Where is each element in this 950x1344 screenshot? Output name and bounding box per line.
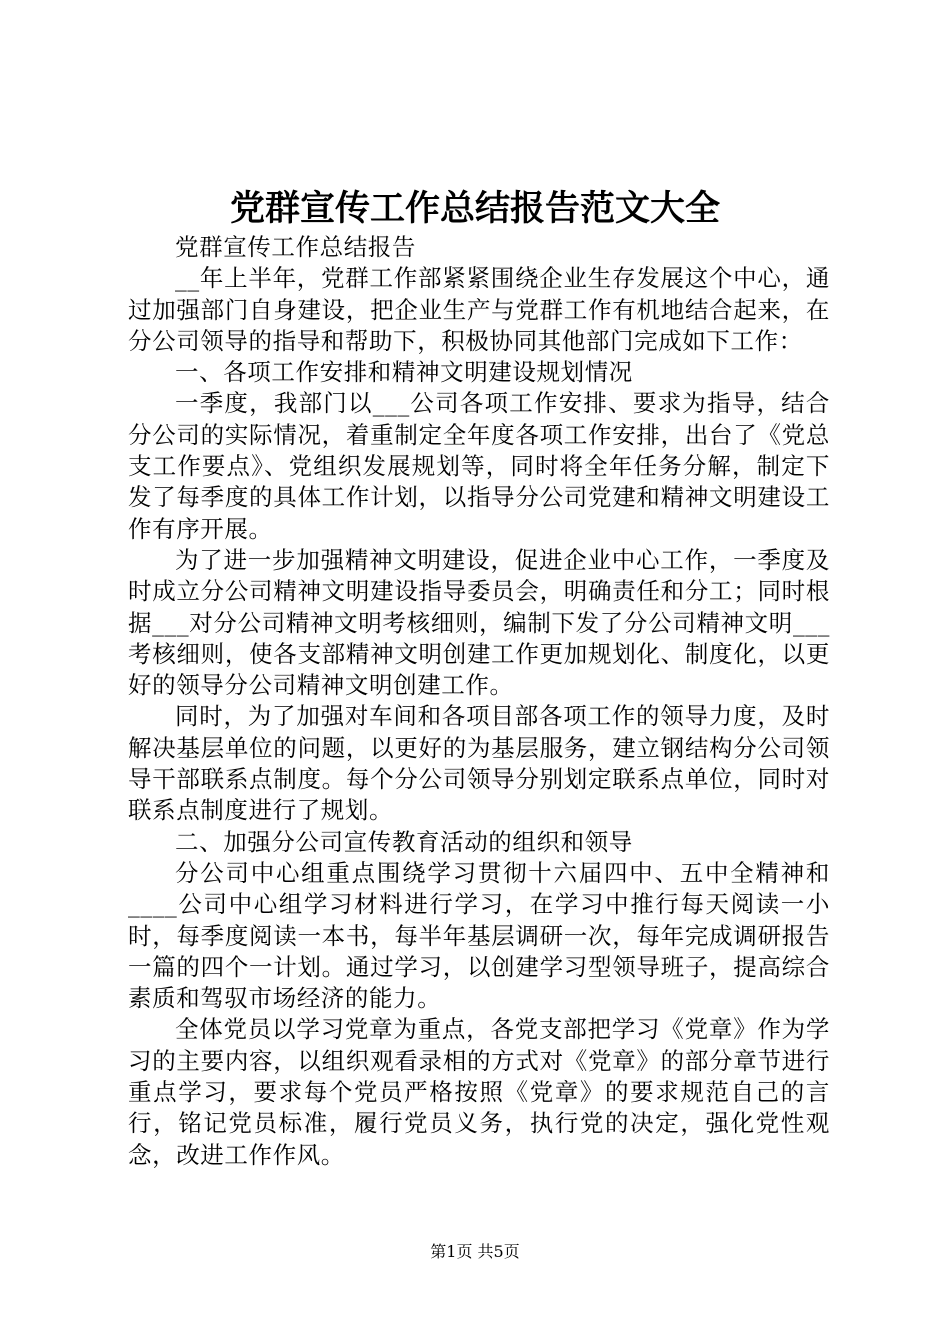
section-heading: 一、各项工作安排和精神文明建设规划情况 xyxy=(175,358,633,387)
paragraph: 一季度，我部门以___公司各项工作安排、要求为指导，结合分公司的实际情况，着重制定全年度各项工作安排，出台了《党总支工作要点》、党组织发展规划等，同时将全年任务分解，制定下发了每季度的具体工作计划，以指导分公司党建和精神文明建设工作有序开展。 xyxy=(128,389,830,543)
paragraph: 分公司中心组重点围绕学习贯彻十六届四中、五中全精神和____公司中心组学习材料进行学习，在学习中推行每天阅读一小时，每季度阅读一本书，每半年基层调研一次，每年完成调研报告一篇的四个一计划。通过学习，以创建学习型领导班子，提高综合素质和驾驭市场经济的能力。 xyxy=(128,858,830,1013)
section-heading: 二、加强分公司宣传教育活动的组织和领导 xyxy=(175,827,633,856)
paragraph: __年上半年，党群工作部紧紧围绕企业生存发展这个中心，通过加强部门自身建设，把企业生产与党群工作有机地结合起来，在分公司领导的指导和帮助下，积极协同其他部门完成如下工作： xyxy=(128,264,830,355)
paragraph: 为了进一步加强精神文明建设，促进企业中心工作，一季度及时成立分公司精神文明建设指导委员会，明确责任和分工；同时根据___对分公司精神文明考核细则，编制下发了分公司精神文明___考核细则，使各支部精神文明创建工作更加规划化、制度化，以更好的领导分公司精神文明创建工作。 xyxy=(128,545,830,700)
paragraph: 同时，为了加强对车间和各项目部各项工作的领导力度，及时解决基层单位的问题，以更好的为基层服务，建立钢结构分公司领导干部联系点制度。每个分公司领导分别划定联系点单位，同时对联系点制度进行了规划。 xyxy=(128,702,830,825)
paragraph: 党群宣传工作总结报告 xyxy=(175,233,416,261)
page-footer: 第1页 共5页 xyxy=(430,1242,520,1261)
document-body xyxy=(128,232,830,1171)
document-title: 党群宣传工作总结报告范文大全 xyxy=(229,189,720,229)
paragraph: 全体党员以学习党章为重点，各党支部把学习《党章》作为学习的主要内容，以组织观看录相的方式对《党章》的部分章节进行重点学习，要求每个党员严格按照《党章》的要求规范自己的言行，铭记党员标准，履行党员义务，执行党的决定，强化党性观念，改进工作作风。 xyxy=(128,1015,830,1169)
